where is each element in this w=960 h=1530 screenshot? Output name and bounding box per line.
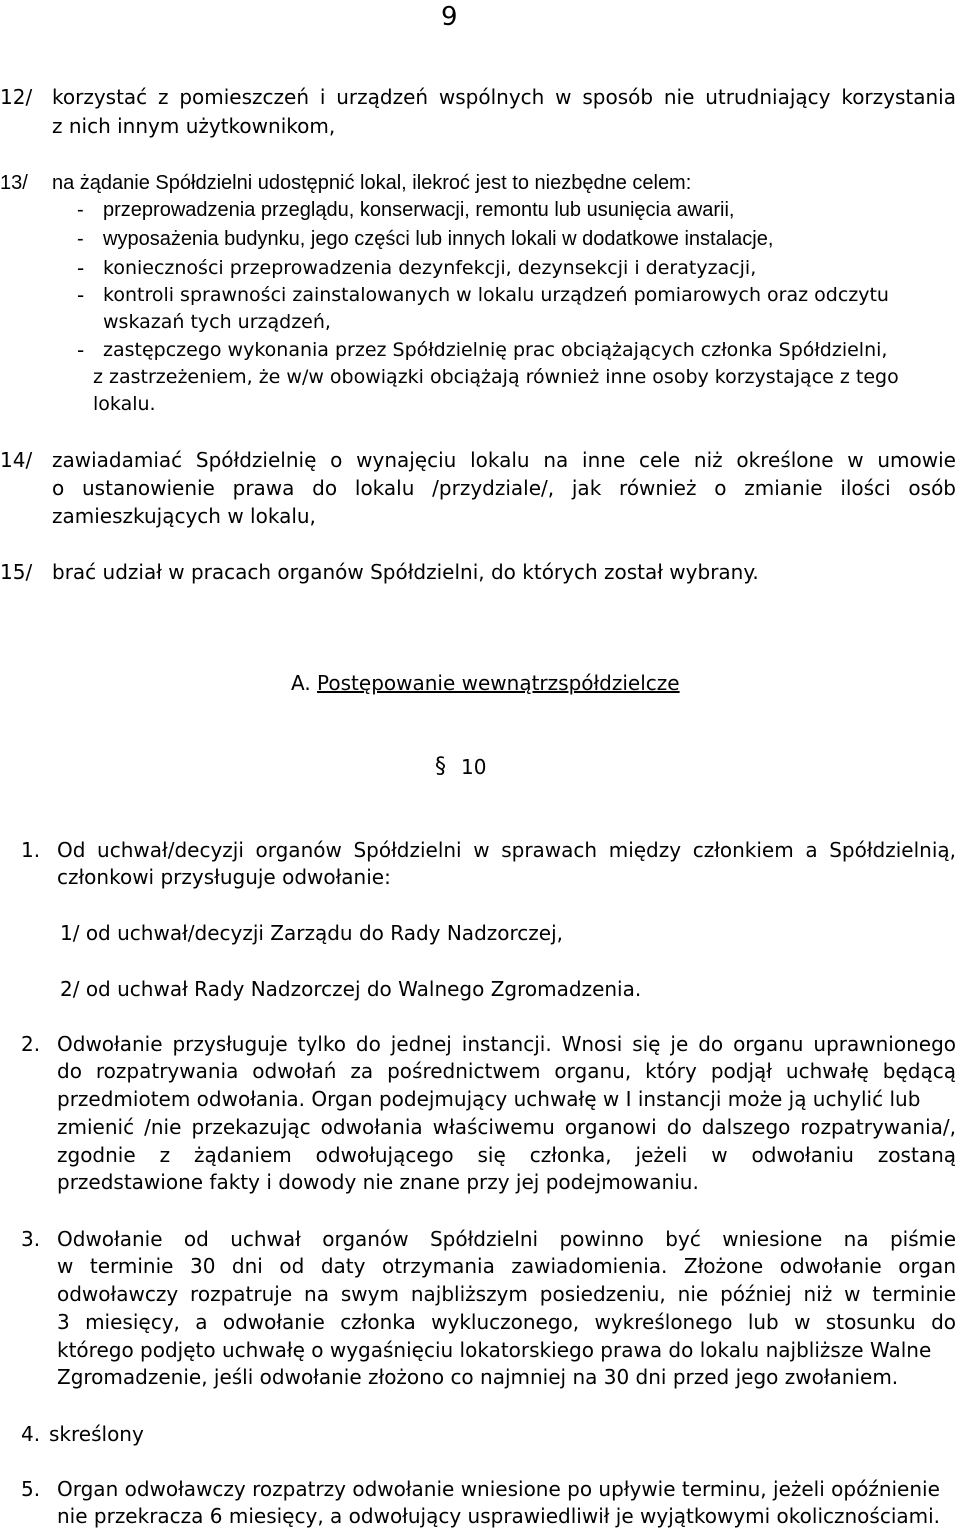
point-line: którego podjęto uchwałę o wygaśnięciu lokatorskiego prawa do lokalu najbliższe Walne (57, 1338, 932, 1362)
point-line: Odwołanie przysługuje tylko do jednej instancji. Wnosi się je do organu uprawnionego (57, 1032, 956, 1056)
bullet-text: wskazań tych urządzeń, (103, 311, 331, 333)
bullet-text: konieczności przeprowadzenia dezynfekcji, dezynsekcji i deratyzacji, (103, 257, 757, 279)
point-line: skreślony (49, 1422, 144, 1446)
point-line: Organ odwoławczy rozpatrzy odwołanie wniesione po upływie terminu, jeżeli opóźnienie (57, 1477, 940, 1501)
point-number: 4. (21, 1422, 41, 1446)
item-13-intro: na żądanie Spółdzielni udostępnić lokal, ilekroć jest to niezbędne celem: (52, 172, 692, 194)
sub-item: 2/ od uchwał Rady Nadzorczej do Walnego Zgromadzenia. (60, 977, 642, 1001)
point-number: 1. (21, 838, 41, 862)
point-line: członkowi przysługuje odwołanie: (57, 865, 391, 889)
point-line: 3 miesięcy, a odwołanie członka wykluczonego, wykreślonego lub w stosunku do (57, 1310, 956, 1334)
paragraph-number: 10 (461, 755, 487, 779)
item-15-text: brać udział w pracach organów Spółdzielni, do których został wybrany. (52, 560, 759, 584)
section-letter: A. (291, 671, 311, 695)
point-number: 3. (21, 1227, 41, 1251)
bullet-dash: - (77, 256, 85, 280)
point-line: do rozpatrywania odwołań za pośrednictwem organu, który podjął uchwałę będącą (57, 1059, 956, 1083)
point-line: zgodnie z żądaniem odwołującego się członka, jeżeli w odwołaniu zostaną (57, 1143, 956, 1167)
bullet-dash: - (77, 283, 85, 307)
point-number: 5. (21, 1477, 41, 1501)
sub-item: 1/ od uchwał/decyzji Zarządu do Rady Nadzorczej, (60, 921, 563, 945)
bullet-dash: - (77, 228, 84, 250)
point-line: zmienić /nie przekazując odwołania właściwemu organowi do dalszego rozpatrywania/, (57, 1115, 956, 1139)
section-heading (291, 670, 680, 696)
point-line: Zgromadzenie, jeśli odwołanie złożono co najmniej na 30 dni przed jego zwołaniem. (57, 1365, 899, 1389)
item-14-line: zawiadamiać Spółdzielnię o wynajęciu lokalu na inne cele niż określone w umowie (52, 448, 956, 472)
item-13-number: 13/ (0, 172, 28, 194)
item-12-line: z nich innym użytkownikom, (52, 114, 336, 138)
point-line: nie przekracza 6 miesięcy, a odwołujący usprawiedliwił je wyjątkowymi okolicznościami. (57, 1504, 941, 1528)
point-line: Od uchwał/decyzji organów Spółdzielni w sprawach między członkiem a Spółdzielnią, (57, 838, 956, 862)
bullet-text: kontroli sprawności zainstalowanych w lokalu urządzeń pomiarowych oraz odczytu (103, 284, 889, 306)
section-title: Postępowanie wewnątrzspółdzielcze (317, 671, 680, 695)
point-number: 2. (21, 1032, 41, 1056)
item-15-number: 15/ (0, 560, 33, 584)
item-12-number: 12/ (0, 85, 33, 109)
bullet-text: lokalu. (93, 393, 156, 415)
point-line: przedstawione fakty i dowody nie znane przy jej podejmowaniu. (57, 1170, 699, 1194)
item-14-line: o ustanowienie prawa do lokalu /przydziale/, jak również o zmianie ilości osób (52, 476, 956, 500)
bullet-text: zastępczego wykonania przez Spółdzielnię prac obciążających członka Spółdzielni, (103, 339, 888, 361)
point-line: odwoławczy rozpatruje na swym najbliższym posiedzeniu, nie później niż w terminie (57, 1282, 956, 1306)
bullet-dash: - (77, 199, 84, 221)
bullet-text: z zastrzeżeniem, że w/w obowiązki obciążają również inne osoby korzystające z tego (93, 366, 899, 388)
bullet-dash: - (77, 338, 85, 362)
item-12-line: korzystać z pomieszczeń i urządzeń wspólnych w sposób nie utrudniający korzystania (52, 85, 956, 109)
paragraph-mark: § (435, 754, 446, 779)
item-14-number: 14/ (0, 448, 33, 472)
page-number: 9 (441, 2, 458, 32)
point-line: Odwołanie od uchwał organów Spółdzielni powinno być wniesione na piśmie (57, 1227, 956, 1251)
bullet-text: przeprowadzenia przeglądu, konserwacji, remontu lub usunięcia awarii, (103, 199, 735, 221)
item-14-line: zamieszkujących w lokalu, (52, 504, 316, 528)
point-line: w terminie 30 dni od daty otrzymania zawiadomienia. Złożone odwołanie organ (57, 1254, 956, 1278)
bullet-text: wyposażenia budynku, jego części lub innych lokali w dodatkowe instalacje, (103, 228, 774, 250)
point-line: przedmiotem odwołania. Organ podejmujący uchwałę w I instancji może ją uchylić lub (57, 1087, 921, 1111)
